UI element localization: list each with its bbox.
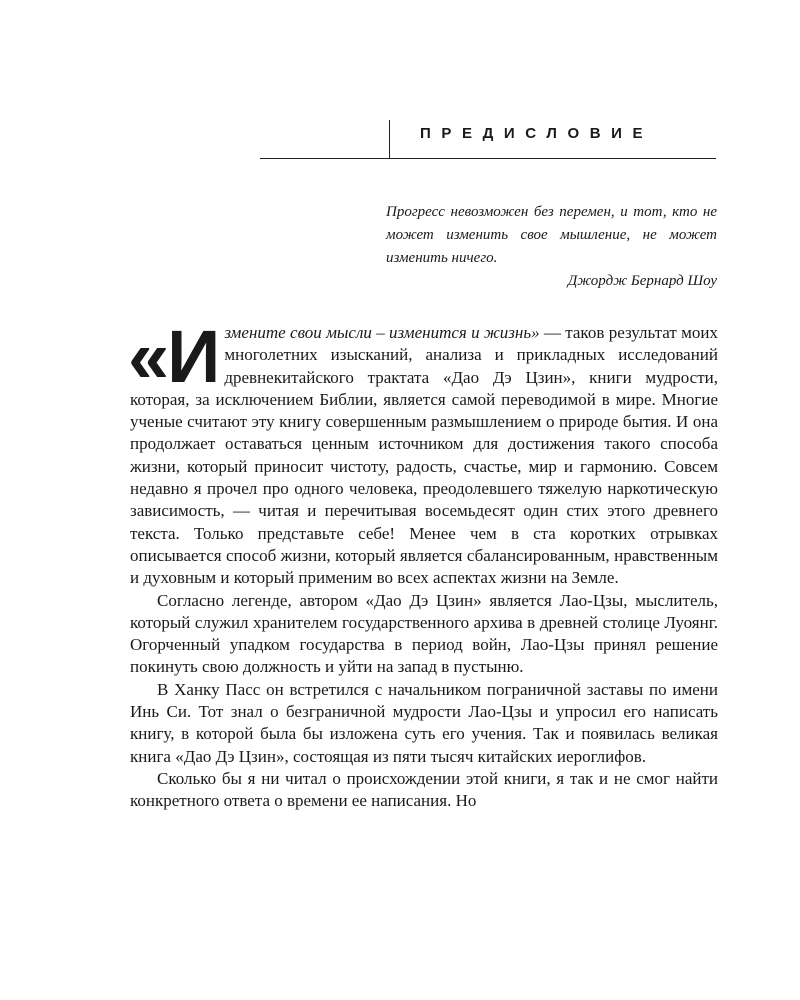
paragraph-4: Сколько бы я ни читал о происхождении этой книги, я так и не смог найти конкретного ответа о времени ее написания. Но: [130, 768, 718, 811]
paragraph-1: [128, 315, 718, 590]
epigraph: [386, 201, 717, 293]
paragraph-2: Согласно легенде, автором «Дао Дэ Цзин» является Лао-Цзы, мыслитель, который служил хранителем государственного архива в древней столице Луоянг. Огорченный упадком государства в период войн, Лао-Цзы принял решение покинуть свою должность и уйти на запад в пустыню.: [130, 590, 718, 677]
paragraph-3: В Ханку Пасс он встретился с начальником пограничной заставы по имени Инь Си. Тот знал о безграничной мудрости Лао-Цзы и упросил его написать книгу, в которой была бы изложена суть его учения. Так и появилась великая книга «Дао Дэ Цзин», состоящая из пяти тысяч китайских иероглифов.: [130, 679, 718, 766]
paragraph-1-text: — таков результат моих многолетних изысканий, анализа и прикладных исследований древнекитайского трактата «Дао Дэ Цзин», книги мудрости, которая, за исключением Библии, является самой переводимой в мире. Многие ученые считают эту книгу совершенным размышлением о природе бытия. И она продолжает оставаться ценным источником для достижения такого способа жизни, который приносит чистоту, радость, счастье, мир и гармонию. Совсем недавно я прочел про одного человека, преодолевшего тяжелую наркотическую зависимость, — читая и перечитывая восемьдесят один стих этого древнего текста. Только представьте себе! Менее чем в ста коротких отрывках описывается способ жизни, который является сбалансированным, нравственным и духовным и который применим во всех аспектах жизни на Земле.: [130, 323, 718, 588]
chapter-header: [260, 120, 716, 160]
epigraph-author: Джордж Бернард Шоу: [567, 273, 717, 289]
drop-cap: «И: [128, 315, 219, 398]
epigraph-quote: Прогресс невозможен без перемен, и тот, кто не может изменить свое мышление, не может изменить ничего.: [386, 204, 717, 266]
body-text: [128, 315, 718, 813]
header-vertical-divider: [389, 120, 390, 159]
header-rule: [260, 158, 716, 159]
chapter-title: ПРЕДИСЛОВИЕ: [420, 125, 654, 142]
opening-quote-italic: змените свои мысли – изменится и жизнь»: [224, 323, 540, 342]
